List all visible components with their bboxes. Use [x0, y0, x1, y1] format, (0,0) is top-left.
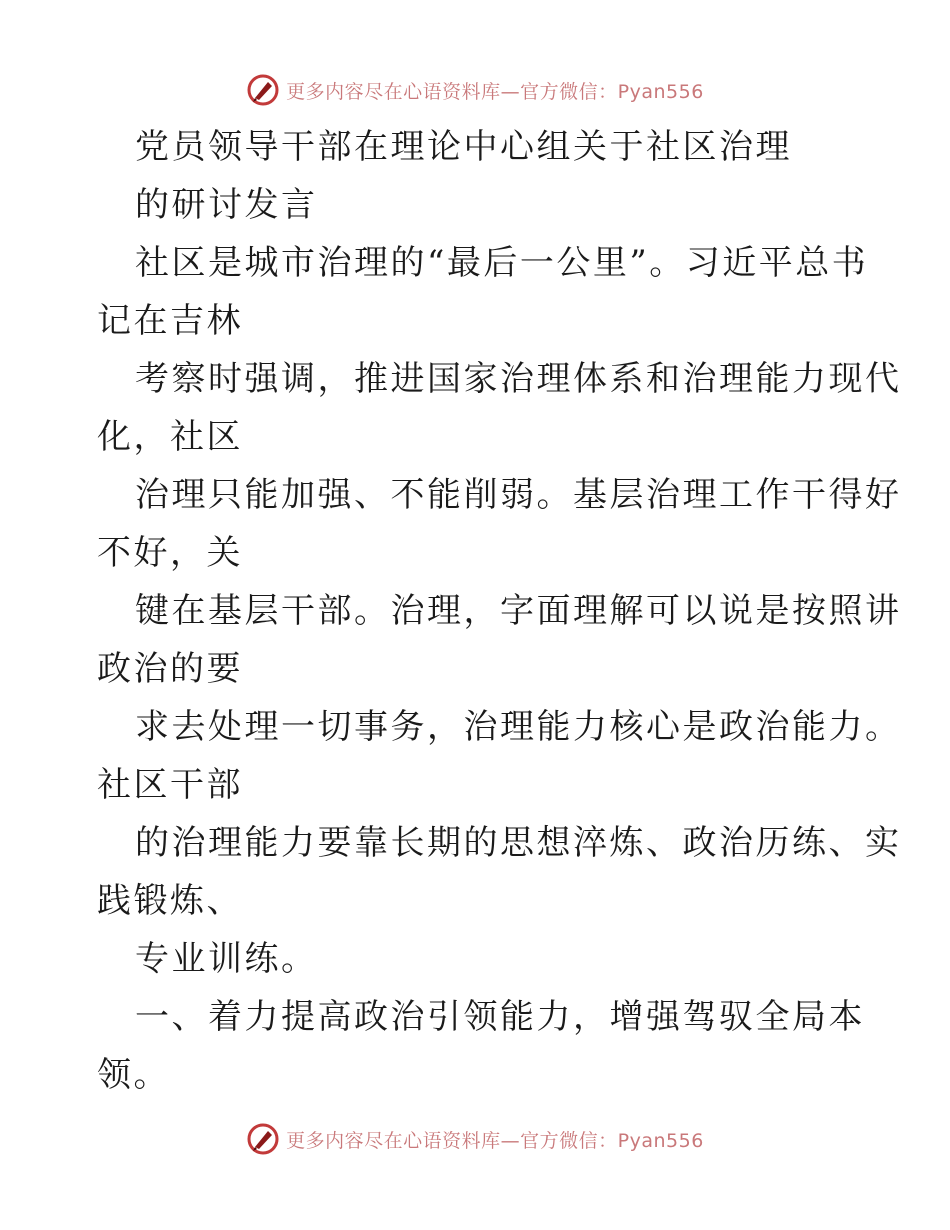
- text-line: 政治的要: [97, 649, 243, 689]
- text-line: 专业训练。: [135, 939, 318, 979]
- pen-nib-circle-icon: [246, 73, 280, 107]
- text-line: 不好，关: [97, 533, 243, 573]
- text-line: 一、着力提高政治引领能力，增强驾驭全局本: [135, 997, 865, 1037]
- text-line: 求去处理一切事务，治理能力核心是政治能力。: [135, 707, 902, 747]
- text-line: 化，社区: [97, 417, 243, 457]
- text-line: 领。: [97, 1055, 170, 1095]
- header-watermark: [0, 70, 950, 110]
- text-line: 考察时强调，推进国家治理体系和治理能力现代: [135, 359, 902, 399]
- text-line: 社区是城市治理的“最后一公里”。习近平总书: [135, 243, 869, 283]
- text-line: 治理只能加强、不能削弱。基层治理工作干得好: [135, 475, 902, 515]
- text-line: 的研讨发言: [135, 185, 318, 225]
- document-body: [97, 118, 902, 1104]
- watermark-text: 更多内容尽在心语资料库—官方微信：Pyan556: [286, 1129, 704, 1152]
- text-line: 社区干部: [97, 765, 243, 805]
- pen-nib-circle-icon: [246, 1122, 280, 1156]
- text-line: 记在吉林: [97, 301, 243, 341]
- text-line: 的治理能力要靠长期的思想淬炼、政治历练、实: [135, 823, 902, 863]
- text-line: 践锻炼、: [97, 881, 243, 921]
- footer-watermark: [0, 1119, 950, 1159]
- text-line: 党员领导干部在理论中心组关于社区治理: [135, 127, 792, 167]
- watermark-text: 更多内容尽在心语资料库—官方微信：Pyan556: [286, 80, 704, 103]
- text-line: 键在基层干部。治理，字面理解可以说是按照讲: [135, 591, 902, 631]
